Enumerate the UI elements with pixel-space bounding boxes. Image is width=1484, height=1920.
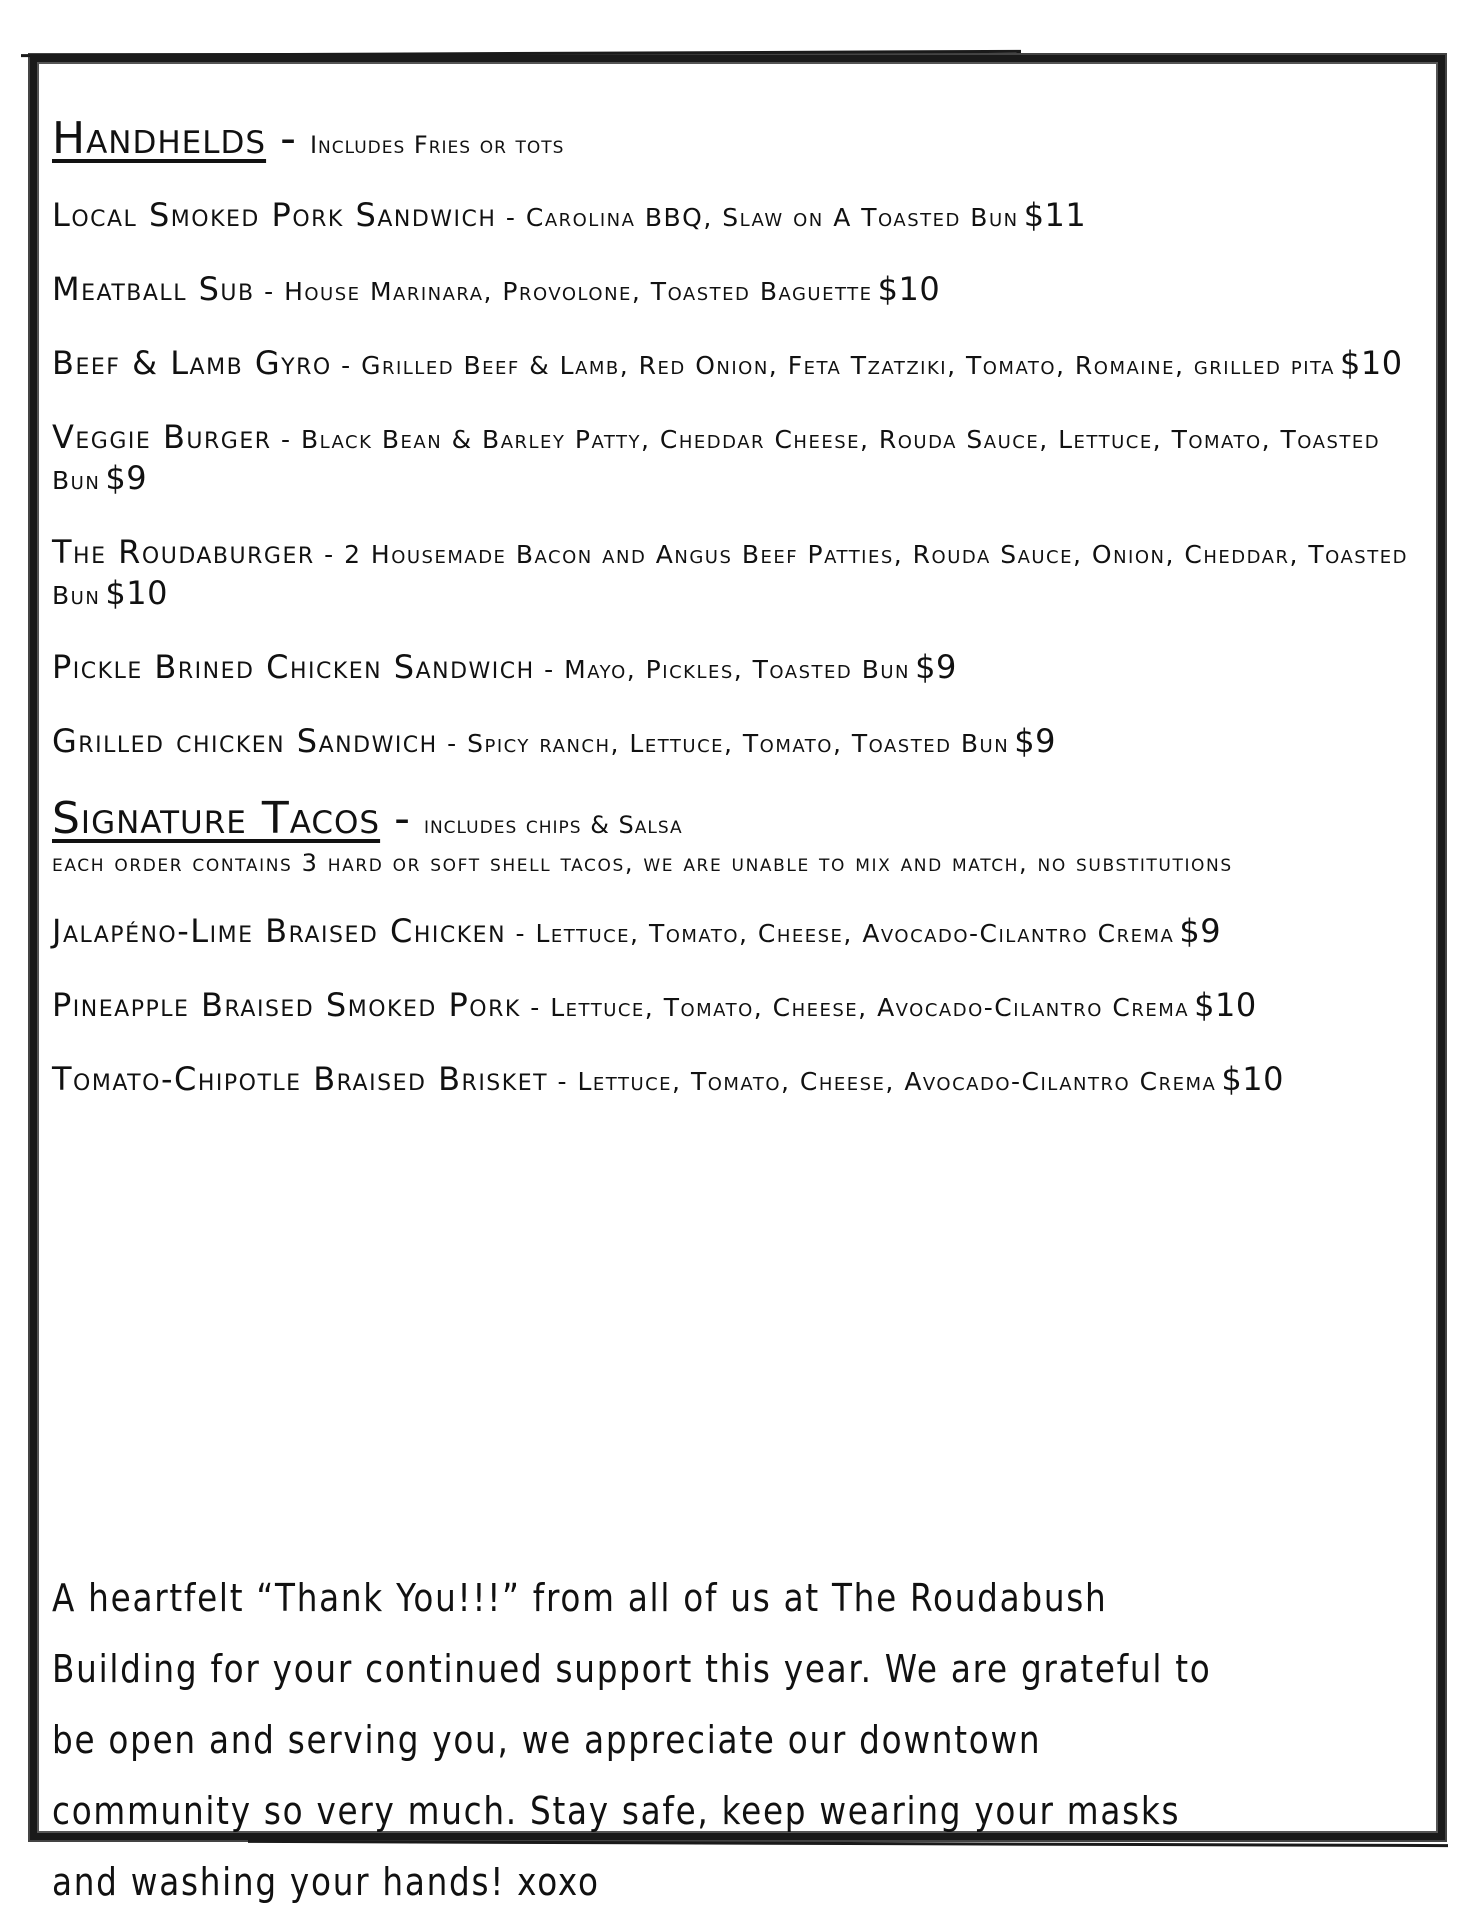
item-separator: - [331, 351, 362, 381]
item-price: $10 [105, 574, 168, 613]
item-name: Tomato-Chipotle Braised Brisket [52, 1059, 549, 1098]
item-description: 2 Housemade Bacon and Angus Beef Patties, Rouda Sauce, Onion, Cheddar, Toasted Bun [52, 540, 1408, 611]
tacos-section [52, 792, 1422, 1100]
item-price: $10 [877, 270, 941, 309]
item-price: $9 [105, 459, 148, 498]
handhelds-separator: - [266, 113, 310, 164]
item-name: Local Smoked Pork Sandwich [52, 196, 497, 235]
item-description: Black Bean & Barley Patty, Cheddar Cheese, Rouda Sauce, Lettuce, Tomato, Toasted Bun [52, 425, 1381, 496]
item-description: Lettuce, Tomato, Cheese, Avocado-Cilantro Crema [577, 1066, 1217, 1096]
menu-item-roudaburger [52, 532, 1422, 614]
tacos-title: Signature Tacos [52, 792, 381, 844]
item-separator: - [271, 425, 301, 455]
item-separator: - [314, 540, 345, 570]
menu-item-grilled-chicken-sandwich [52, 721, 1422, 762]
item-description: Lettuce, Tomato, Cheese, Avocado-Cilantro Crema [550, 992, 1190, 1022]
item-separator: - [437, 729, 468, 759]
item-price: $10 [1340, 344, 1403, 383]
item-name: Veggie Burger [52, 418, 272, 457]
item-description: Carolina BBQ, Slaw on A Toasted Bun [525, 203, 1019, 233]
item-price: $9 [1179, 911, 1222, 950]
item-name: Jalapéno-Lime Braised Chicken [52, 911, 507, 950]
handhelds-heading [52, 115, 1422, 163]
tacos-note: each order contains 3 hard or soft shell tacos, we are unable to mix and match, no substitutions [52, 849, 1233, 878]
tacos-heading [52, 792, 1422, 844]
item-separator: - [506, 918, 536, 948]
item-description: Mayo, Pickles, Toasted Bun [564, 655, 910, 685]
tacos-separator: - [380, 792, 424, 844]
item-description: Spicy ranch, Lettuce, Tomato, Toasted Bun [467, 729, 1010, 759]
item-name: The Roudaburger [52, 533, 315, 572]
item-description: Lettuce, Tomato, Cheese, Avocado-Cilantro Crema [535, 918, 1175, 948]
item-separator: - [520, 992, 551, 1022]
item-separator: - [548, 1066, 578, 1096]
handhelds-section [52, 115, 1422, 762]
menu-content [52, 95, 1422, 1133]
item-price: $10 [1194, 985, 1257, 1024]
menu-item-veggie-burger [52, 417, 1422, 499]
menu-item-pickle-brined-chicken [52, 647, 1422, 688]
item-separator: - [496, 203, 526, 233]
item-name: Beef & Lamb Gyro [52, 344, 332, 383]
menu-item-jalapeno-lime-chicken [52, 911, 1422, 952]
handhelds-subtitle: Includes Fries or tots [309, 131, 565, 159]
item-price: $10 [1221, 1059, 1284, 1098]
item-name: Pineapple Braised Smoked Pork [52, 985, 521, 1024]
item-price: $9 [1014, 722, 1056, 761]
menu-item-tomato-chipotle-brisket [52, 1059, 1422, 1100]
thank-you-message: A heartfelt “Thank You!!!” from all of us at The Roudabush Building for your continued support this year. We are grateful to be open and serving you, we appreciate our downtown community so very much. Stay safe, keep wearing your masks and washing your hands! xoxo [52, 1576, 1212, 1904]
item-name: Meatball Sub [52, 270, 255, 309]
item-price: $11 [1023, 196, 1087, 235]
menu-item-smoked-pork-sandwich [52, 195, 1422, 236]
tacos-subtitle: includes chips & Salsa [423, 810, 683, 839]
item-separator: - [254, 277, 285, 307]
menu-item-meatball-sub [52, 269, 1422, 310]
item-description: Grilled Beef & Lamb, Red Onion, Feta Tzatziki, Tomato, Romaine, grilled pita [361, 351, 1335, 381]
item-separator: - [534, 655, 565, 685]
menu-item-pineapple-smoked-pork [52, 985, 1422, 1026]
item-price: $9 [915, 648, 957, 687]
menu-item-beef-lamb-gyro [52, 343, 1422, 384]
item-name: Pickle Brined Chicken Sandwich [52, 648, 535, 687]
handhelds-title: Handhelds [52, 113, 267, 164]
item-description: House Marinara, Provolone, Toasted Baguette [284, 277, 873, 307]
item-name: Grilled chicken Sandwich [52, 722, 438, 761]
